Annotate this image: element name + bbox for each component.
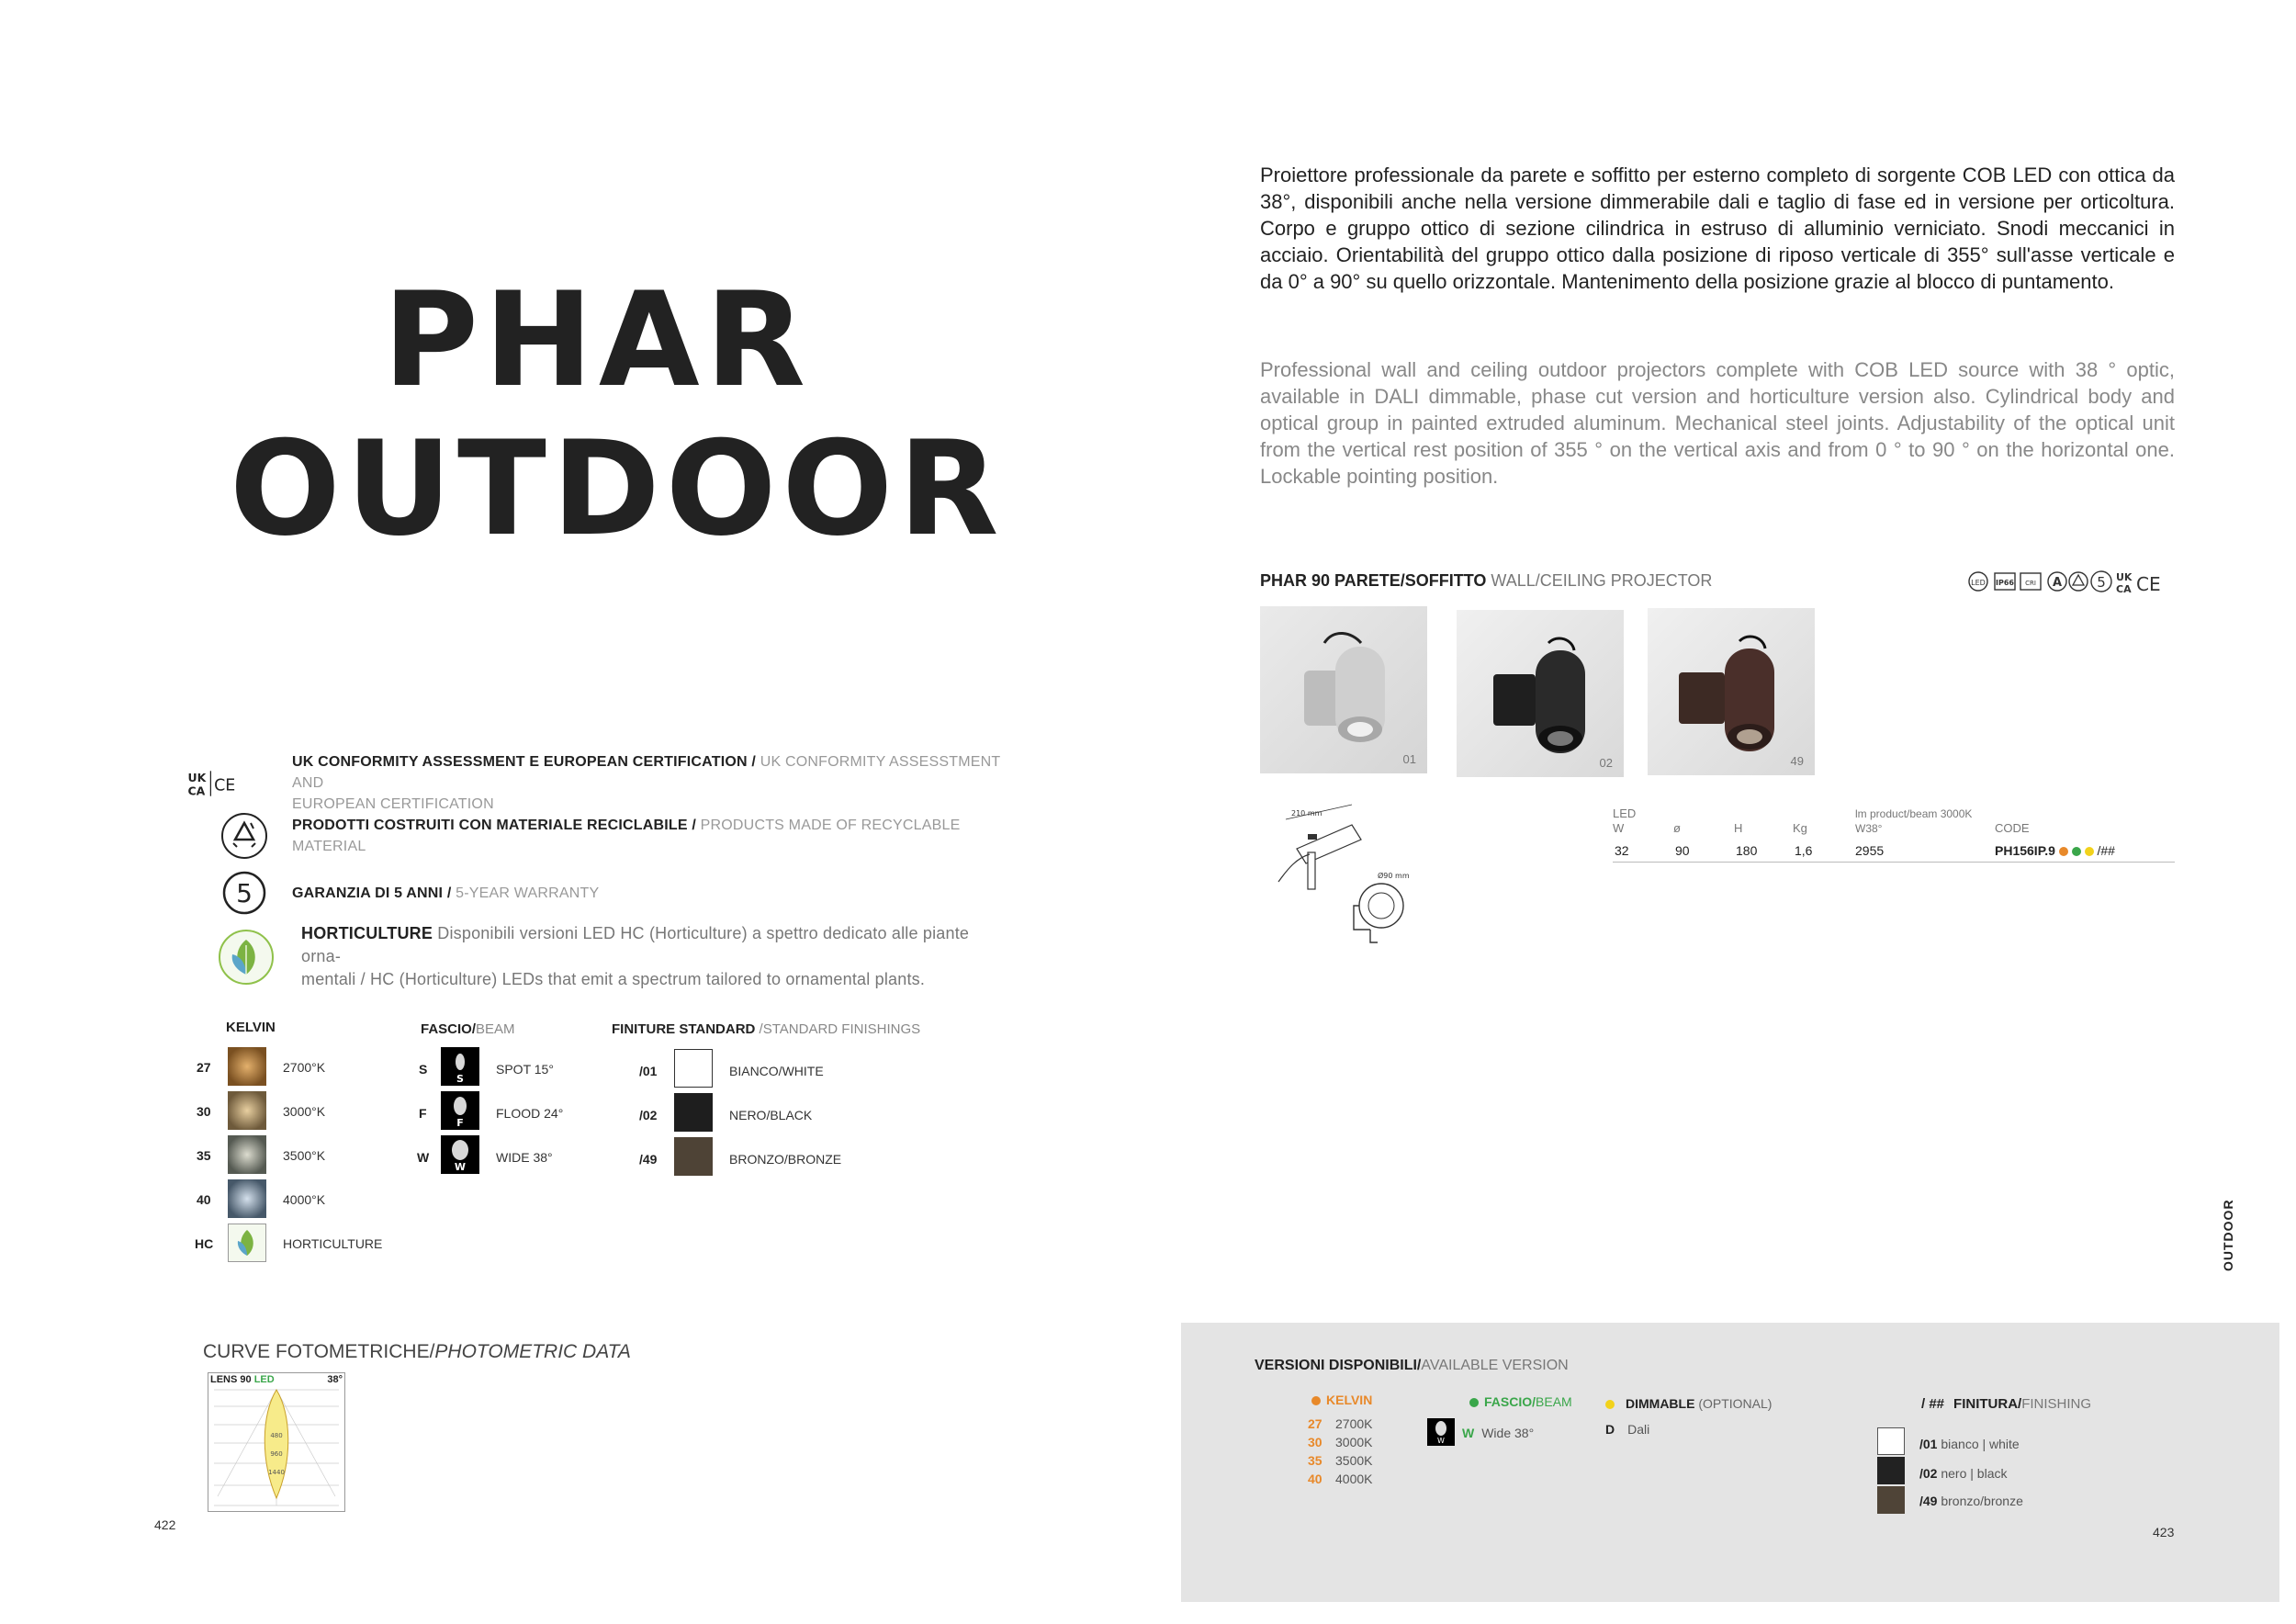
title-line-1: PHAR	[382, 265, 812, 416]
spec-divider	[1613, 862, 2175, 863]
cert-ukca-text2: EUROPEAN CERTIFICATION	[292, 796, 494, 812]
beam-label-flood: FLOOD 24°	[496, 1106, 564, 1121]
finish-code-49: /49	[639, 1152, 658, 1167]
kelvin-code-hc: HC	[195, 1236, 214, 1251]
dim-label-210: 210 mm	[1291, 809, 1322, 818]
kelvin-swatch-30	[228, 1091, 266, 1130]
photometric-val-3: 1440	[268, 1469, 285, 1476]
spec-h: 180	[1736, 843, 1758, 858]
versions-finish-swatch-49	[1877, 1486, 1905, 1514]
cert-ukca-bold: UK CONFORMITY ASSESSMENT E EUROPEAN CERTIFICATION /	[292, 754, 757, 770]
svg-text:UK: UK	[2116, 571, 2133, 583]
spec-header-h: H	[1734, 821, 1743, 835]
photometric-angle: 38°	[327, 1374, 343, 1385]
spec-lm: 2955	[1855, 843, 1885, 858]
cert-ukca-text: UK CONFORMITY ASSESSTMENT AND	[292, 754, 1001, 791]
product-name: PHAR 90 PARETE/SOFFITTO WALL/CEILING PROJECTOR	[1260, 571, 1713, 590]
cert-icons-strip	[1967, 568, 2177, 600]
kelvin-code-35: 35	[197, 1148, 211, 1163]
photometric-val-1: 480	[270, 1432, 283, 1439]
kelvin-code-40: 40	[197, 1192, 211, 1207]
cert-warranty-bold: GARANZIA DI 5 ANNI /	[292, 885, 452, 901]
cert-row-recycle	[186, 810, 1012, 862]
spec-header-code: CODE	[1995, 821, 2030, 835]
cert-row-horticulture	[186, 922, 1012, 991]
beam-label-spot: SPOT 15°	[496, 1062, 554, 1077]
versions-finishing-title: / ## FINITURA/FINISHING	[1921, 1396, 2092, 1412]
kelvin-label-27: 2700°K	[283, 1060, 326, 1075]
kelvin-dot-icon	[2059, 847, 2068, 856]
kelvin-swatch-hc	[228, 1224, 266, 1262]
photometric-header: CURVE FOTOMETRICHE/PHOTOMETRIC DATA	[203, 1341, 631, 1362]
description-english: Professional wall and ceiling outdoor projectors complete with COB LED source with 38 ° optic, available in DALI dimmable, phase cut version and horticulture version also. Cylindrical body and optical group in painted extruded aluminum. Mechanical steel joints. Adjustability of the optical unit from the vertical rest position of 355 ° on the vertical axis and from 0 ° to 90 ° on the horizontal one. Lockable pointing position.	[1260, 358, 2175, 488]
beam-code-s: S	[419, 1062, 428, 1077]
cert-hort-text2: mentali / HC (Horticulture) LEDs that emit a spectrum tailored to ornamental plants.	[301, 970, 926, 988]
beam-letter-w: W	[454, 1161, 467, 1173]
spec-header-kg: Kg	[1793, 821, 1807, 835]
beam-code-w: W	[417, 1150, 430, 1165]
variant-49-label: 49	[1790, 754, 1804, 768]
svg-text:A: A	[2052, 576, 2063, 590]
finish-swatch-black	[674, 1093, 713, 1132]
cert-warranty-text: 5-YEAR WARRANTY	[451, 885, 600, 901]
versions-kelvin-title: KELVIN	[1311, 1393, 1372, 1407]
finish-code-02: /02	[639, 1108, 658, 1122]
svg-text:CA: CA	[187, 783, 206, 797]
kelvin-label-40: 4000°K	[283, 1192, 326, 1207]
versions-finish-01: /01 bianco | white	[1919, 1437, 2020, 1451]
kelvin-label-30: 3000°K	[283, 1104, 326, 1119]
cert-recycle-text: PRODUCTS MADE OF RECYCLABLE	[696, 818, 961, 833]
beam-dot-icon	[2072, 847, 2081, 856]
svg-text:W: W	[1437, 1437, 1445, 1445]
versions-kelvin-40: 40 4000K	[1308, 1472, 1373, 1486]
kelvin-label-hc: HORTICULTURE	[283, 1236, 383, 1251]
available-versions-panel	[1181, 1323, 2279, 1602]
svg-text:CE: CE	[214, 775, 236, 795]
page-number-left: 422	[154, 1517, 176, 1532]
title-line-2: OUTDOOR	[230, 413, 1005, 565]
kelvin-swatch-35	[228, 1135, 266, 1174]
spec-kg: 1,6	[1795, 843, 1813, 858]
svg-text:IP66: IP66	[1996, 579, 2014, 587]
warranty-5-icon	[219, 867, 270, 919]
finishing-header: FINITURE STANDARD /STANDARD FINISHINGS	[612, 1021, 921, 1037]
photometric-lens: LENS 90	[210, 1374, 252, 1385]
spec-code: PH156IP.9 /##	[1995, 843, 2115, 858]
beam-label-wide: WIDE 38°	[496, 1150, 553, 1165]
description-italian: Proiettore professionale da parete e soffitto per esterno completo di sorgente COB LED con ottica da 38°, disponibili anche nella versione dimmerabile dali e taglio di fase ed in versione per orticoltura. Corpo e gruppo ottico di sezione cilindrica in estruso di alluminio verniciato. Snodi meccanici in acciaio. Orientabilità del gruppo ottico dalla posizione di riposo verticale di 355° sull'asse verticale e da 0° a 90° su quello orizzontale. Mantenimento della posizione grazie al blocco di puntamento.	[1260, 164, 2175, 293]
cert-hort-bold: HORTICULTURE	[301, 924, 433, 942]
kelvin-header: KELVIN	[226, 1020, 276, 1035]
cert-hort-text: Disponibili versioni LED HC (Horticulture) a spettro dedicato alle piante orna-	[301, 924, 970, 965]
finish-swatch-bronze	[674, 1137, 713, 1176]
spec-header-lm: lm product/beam 3000K W38°	[1855, 807, 1973, 835]
beam-code-f: F	[419, 1106, 427, 1121]
svg-text:CE: CE	[2136, 573, 2161, 595]
page-number-right: 423	[2153, 1525, 2175, 1539]
side-tab-outdoor: OUTDOOR	[2221, 1199, 2235, 1271]
versions-beam-title: FASCIO/BEAM	[1469, 1394, 1572, 1409]
dim-label-90: Ø90 mm	[1378, 872, 1410, 880]
spec-header-led-w: LED W	[1613, 806, 1637, 835]
versions-kelvin-27: 27 2700K	[1308, 1416, 1373, 1431]
svg-text:5: 5	[2097, 574, 2106, 591]
kelvin-code-30: 30	[197, 1104, 211, 1119]
finish-label-bronze: BRONZO/BRONZE	[729, 1152, 842, 1167]
kelvin-code-27: 27	[197, 1060, 211, 1075]
cert-row-warranty	[186, 867, 1012, 919]
svg-text:5: 5	[236, 878, 253, 908]
finish-label-white: BIANCO/WHITE	[729, 1064, 824, 1078]
beam-header: FASCIO/BEAM	[421, 1021, 515, 1037]
photometric-val-2: 960	[270, 1450, 283, 1458]
versions-beam-label: W Wide 38°	[1462, 1426, 1535, 1440]
ukca-ce-icon	[186, 758, 237, 809]
versions-finish-49: /49 bronzo/bronze	[1919, 1494, 2023, 1508]
svg-text:LED: LED	[1971, 579, 1986, 587]
cert-recycle-bold: PRODOTTI COSTRUITI CON MATERIALE RECICLABILE /	[292, 818, 697, 833]
spec-diam: 90	[1675, 843, 1690, 858]
leaf-icon	[217, 928, 276, 987]
versions-kelvin-35: 35 3500K	[1308, 1453, 1373, 1468]
svg-text:UK: UK	[187, 770, 207, 784]
spec-w: 32	[1615, 843, 1629, 858]
kelvin-label-35: 3500°K	[283, 1148, 326, 1163]
kelvin-swatch-27	[228, 1047, 266, 1086]
svg-text:CA: CA	[2116, 583, 2132, 595]
finish-label-black: NERO/BLACK	[729, 1108, 813, 1122]
finish-code-01: /01	[639, 1064, 658, 1078]
svg-text:CRI: CRI	[2025, 580, 2036, 587]
cert-row-ukca	[186, 751, 1012, 815]
versions-kelvin-30: 30 3000K	[1308, 1435, 1373, 1449]
variant-02-label: 02	[1599, 756, 1613, 770]
versions-header: VERSIONI DISPONIBILI/AVAILABLE VERSION	[1255, 1358, 1569, 1373]
versions-finish-swatch-02	[1877, 1457, 1905, 1484]
photometric-led: LED	[253, 1374, 275, 1385]
finish-swatch-white	[674, 1049, 713, 1088]
beam-swatch-wide	[441, 1135, 479, 1174]
versions-dimmable-title: DIMMABLE (OPTIONAL)	[1605, 1396, 1772, 1411]
versions-dimmable-dali: D Dali	[1605, 1422, 1650, 1437]
beam-letter-s: S	[456, 1073, 464, 1085]
beam-letter-f: F	[456, 1117, 464, 1129]
cert-recycle-text2: MATERIAL	[292, 839, 366, 854]
product-image-silver	[1260, 606, 1427, 773]
beam-swatch-flood	[441, 1091, 479, 1130]
variant-01-label: 01	[1402, 752, 1416, 766]
recycle-icon	[219, 810, 270, 862]
dimension-drawing	[1269, 803, 1425, 954]
spec-header-diam: ø	[1673, 821, 1681, 835]
beam-swatch-spot	[441, 1047, 479, 1086]
versions-beam-swatch	[1427, 1418, 1455, 1446]
product-image-bronze	[1648, 608, 1815, 775]
photometric-chart	[208, 1372, 345, 1512]
product-image-black	[1457, 610, 1624, 777]
kelvin-swatch-40	[228, 1179, 266, 1218]
versions-finish-swatch-01	[1877, 1427, 1905, 1455]
versions-finish-02: /02 nero | black	[1919, 1466, 2008, 1481]
dimmable-dot-icon	[2085, 847, 2094, 856]
